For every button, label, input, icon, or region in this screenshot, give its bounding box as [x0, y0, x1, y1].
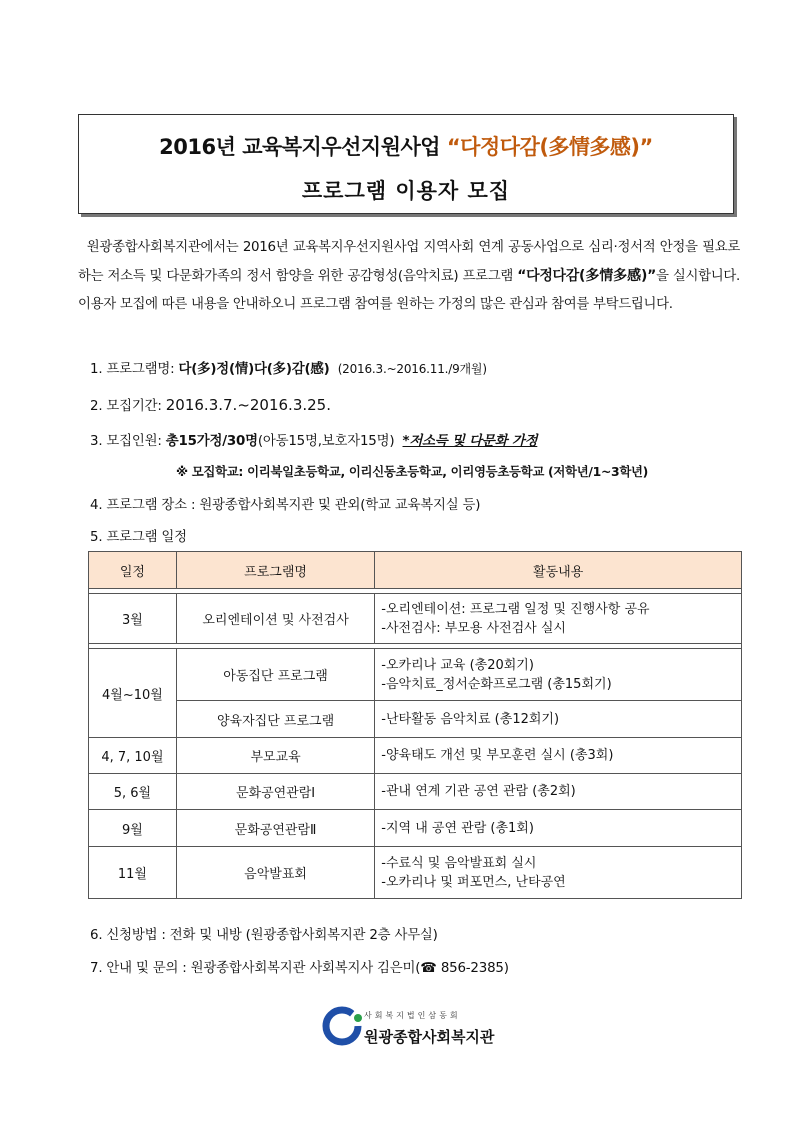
logo-subtitle: 사회복지법인삼동회	[364, 1011, 461, 1020]
table-row	[89, 738, 742, 774]
item-1-label: 1. 프로그램명:	[90, 362, 179, 377]
row-program: 문화공연관람Ⅰ	[176, 774, 374, 810]
row-when: 9월	[89, 810, 177, 847]
item-recruit-count	[90, 430, 537, 449]
row-when: 5, 6월	[89, 774, 177, 810]
activity-line: -오리엔테이션: 프로그램 일정 및 진행사항 공유	[381, 601, 650, 617]
row-when: 4월~10월	[89, 649, 177, 738]
title-box	[78, 114, 734, 214]
row-when: 3월	[89, 594, 177, 644]
table-header-row	[89, 552, 742, 589]
title-prefix: 2016년 교육복지우선지원사업	[159, 135, 447, 159]
phone-icon: ☎	[420, 961, 437, 976]
activity-line: -오카리나 및 퍼포먼스, 난타공연	[381, 874, 566, 890]
item-schedule-heading: 5. 프로그램 일정	[90, 530, 187, 545]
footer-logo	[322, 1002, 522, 1052]
table-row	[89, 649, 742, 701]
contact-prefix: 7. 안내 및 문의 : 원광종합사회복지관 사회복지사 김은미(	[90, 961, 421, 976]
table-row	[89, 774, 742, 810]
row-program: 문화공연관람Ⅱ	[176, 810, 374, 847]
row-activities	[375, 847, 742, 899]
row-program: 부모교육	[176, 738, 374, 774]
row-activities	[375, 810, 742, 847]
activity-line: -양육태도 개선 및 부모훈련 실시 (총3회)	[381, 748, 614, 763]
table-row	[89, 810, 742, 847]
row-when: 11월	[89, 847, 177, 899]
row-when: 4, 7, 10월	[89, 738, 177, 774]
activity-line: -사전검사: 부모용 사전검사 실시	[381, 620, 566, 636]
item-program-name	[90, 358, 487, 377]
activity-line: -관내 연계 기관 공연 관람 (총2회)	[381, 784, 576, 799]
row-program: 양육자집단 프로그램	[176, 701, 374, 738]
item-recruit-period	[90, 395, 331, 414]
intro-part-2: 을 실시합니다. 이용자 모집에 따른 내용을 안내하오니 프로그램 참여를 원하는 가정의 많은 관심과 참여를 부탁드립니다.	[78, 269, 740, 312]
table-row	[89, 847, 742, 899]
activity-line: -수료식 및 음악발표회 실시	[381, 855, 537, 871]
header-program: 프로그램명	[176, 552, 374, 589]
row-activities	[375, 649, 742, 701]
table-row	[89, 701, 742, 738]
title-line-2: 프로그램 이용자 모집	[301, 179, 511, 203]
item-3-target: *저소득 및 다문화 가정	[402, 434, 538, 449]
activity-line: -지역 내 공연 관람 (총1회)	[381, 820, 534, 836]
row-program: 음악발표회	[176, 847, 374, 899]
recruit-schools-note: ※ 모집학교: 이리북일초등학교, 이리신동초등학교, 이리영등초등학교 (저학년/1~3학년)	[176, 464, 649, 479]
logo-name: 원광종합사회복지관	[364, 1028, 495, 1046]
header-when: 일정	[89, 552, 177, 589]
item-1-value: 다(多)정(情)다(多)감(感)	[178, 362, 330, 377]
item-contact	[90, 957, 509, 976]
title-program-name: “다정다감(多情多感)”	[446, 135, 653, 159]
item-3-detail: (아동15명,보호자15명)	[257, 434, 399, 449]
row-activities	[375, 738, 742, 774]
item-apply-method: 6. 신청방법 : 전화 및 내방 (원광종합사회복지관 2층 사무실)	[90, 928, 438, 943]
row-program: 오리엔테이션 및 사전검사	[176, 594, 374, 644]
intro-program-name: “다정다감(多情多感)”	[517, 268, 657, 284]
item-2-value: 2016.3.7.~2016.3.25.	[165, 396, 331, 414]
activity-line: -음악치료_정서순화프로그램 (총15회기)	[381, 676, 612, 692]
item-3-label: 3. 모집인원:	[90, 434, 166, 449]
header-activity: 활동내용	[375, 552, 742, 589]
item-location: 4. 프로그램 장소 : 원광종합사회복지관 및 관외(학교 교육복지실 등)	[90, 498, 481, 513]
activity-line: -난타활동 음악치료 (총12회기)	[381, 711, 560, 727]
welfare-logo-icon	[322, 1004, 366, 1048]
intro-part-1: 원광종합사회복지관에서는 2016년 교육복지우선지원사업 지역사회 연계 공동사업으로 심리·정서적 안정을 필요로 하는 저소득 및 다문화가족의 정서 함양을 위한 공감형성(음악치료) 프로그램	[78, 240, 740, 284]
row-activities	[375, 774, 742, 810]
contact-phone: 856-2385)	[436, 961, 509, 976]
activity-line: -오카리나 교육 (총20회기)	[381, 657, 534, 673]
row-activities	[375, 701, 742, 738]
row-program: 아동집단 프로그램	[176, 649, 374, 701]
item-1-period: (2016.3.~2016.11./9개월)	[337, 362, 487, 376]
row-activities	[375, 594, 742, 644]
schedule-table	[88, 551, 742, 899]
item-3-value: 총15가정/30명	[165, 434, 258, 449]
title-line-1	[79, 131, 733, 161]
item-2-label: 2. 모집기간:	[90, 399, 166, 414]
intro-paragraph	[78, 234, 740, 319]
table-row	[89, 594, 742, 644]
